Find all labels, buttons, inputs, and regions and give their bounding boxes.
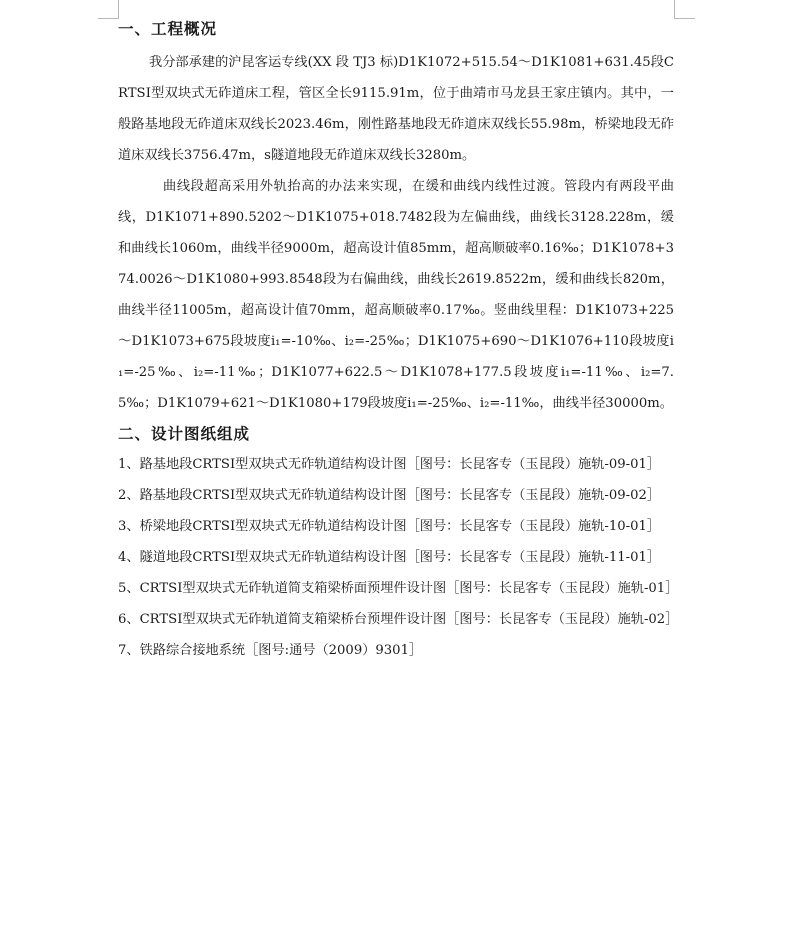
overview-paragraph-2: 曲线段超高采用外轨抬高的办法来实现，在缓和曲线内线性过渡。管段内有两段平曲线，D1K1071+890.5202～D1K1075+018.7482段为左偏曲线，曲线长3128.228m，缓和曲线长1060m，曲线半径9000m，超高设计值85mm，超高顺破率0.16‰；D1K1078+374.0026～D1K1080+993.8548段为右偏曲线，曲线长2619.8522m，缓和曲线长820m，曲线半径11005m，超高设计值70mm，超高顺破率0.17‰。竖曲线里程：D1K1073+225～D1K1073+675段坡度i₁=-10‰、i₂=-25‰；D1K1075+690～D1K1076+110段坡度i₁=-25‰、i₂=-11‰；D1K1077+622.5～D1K1078+177.5段坡度i₁=-11‰、i₂=7.5‰；D1K1079+621～D1K1080+179段坡度i₁=-25‰、i₂=-11‰，曲线半径30000m。: [118, 179, 674, 411]
list-item: 7、铁路综合接地系统［图号:通号（2009）9301］: [118, 643, 423, 658]
section-heading-drawings: 二、设计图纸组成: [118, 425, 251, 443]
crop-mark-right: [674, 0, 695, 19]
crop-mark-left: [98, 0, 119, 19]
list-item: 6、CRTSⅠ型双块式无砟轨道简支箱梁桥台预埋件设计图［图号：长昆客专（玉昆段）施轨-02］: [118, 612, 679, 627]
list-item: 4、隧道地段CRTSⅠ型双块式无砟轨道结构设计图［图号：长昆客专（玉昆段）施轨-11-01］: [118, 550, 661, 565]
list-item: 2、路基地段CRTSⅠ型双块式无砟轨道结构设计图［图号：长昆客专（玉昆段）施轨-09-02］: [118, 488, 661, 503]
list-item: 5、CRTSⅠ型双块式无砟轨道简支箱梁桥面预埋件设计图［图号：长昆客专（玉昆段）施轨-01］: [118, 581, 679, 596]
document-page: [118, 14, 679, 666]
overview-paragraph-1: 我分部承建的沪昆客运专线(XX 段 TJ3 标)D1K1072+515.54～D1K1081+631.45段CRTSⅠ型双块式无砟道床工程，管区全长9115.91m，位于曲靖市马龙县王家庄镇内。其中，一般路基地段无砟道床双线长2023.46m，刚性路基地段无砟道床双线长55.98m，桥梁地段无砟道床双线长3756.47m，s隧道地段无砟道床双线长3280m。: [118, 55, 674, 163]
list-item: 3、桥梁地段CRTSⅠ型双块式无砟轨道结构设计图［图号：长昆客专（玉昆段）施轨-10-01］: [118, 519, 661, 534]
section-heading-overview: 一、工程概况: [118, 20, 218, 38]
drawing-list: [118, 449, 679, 666]
list-item: 1、路基地段CRTSⅠ型双块式无砟轨道结构设计图［图号：长昆客专（玉昆段）施轨-09-01］: [118, 457, 661, 472]
